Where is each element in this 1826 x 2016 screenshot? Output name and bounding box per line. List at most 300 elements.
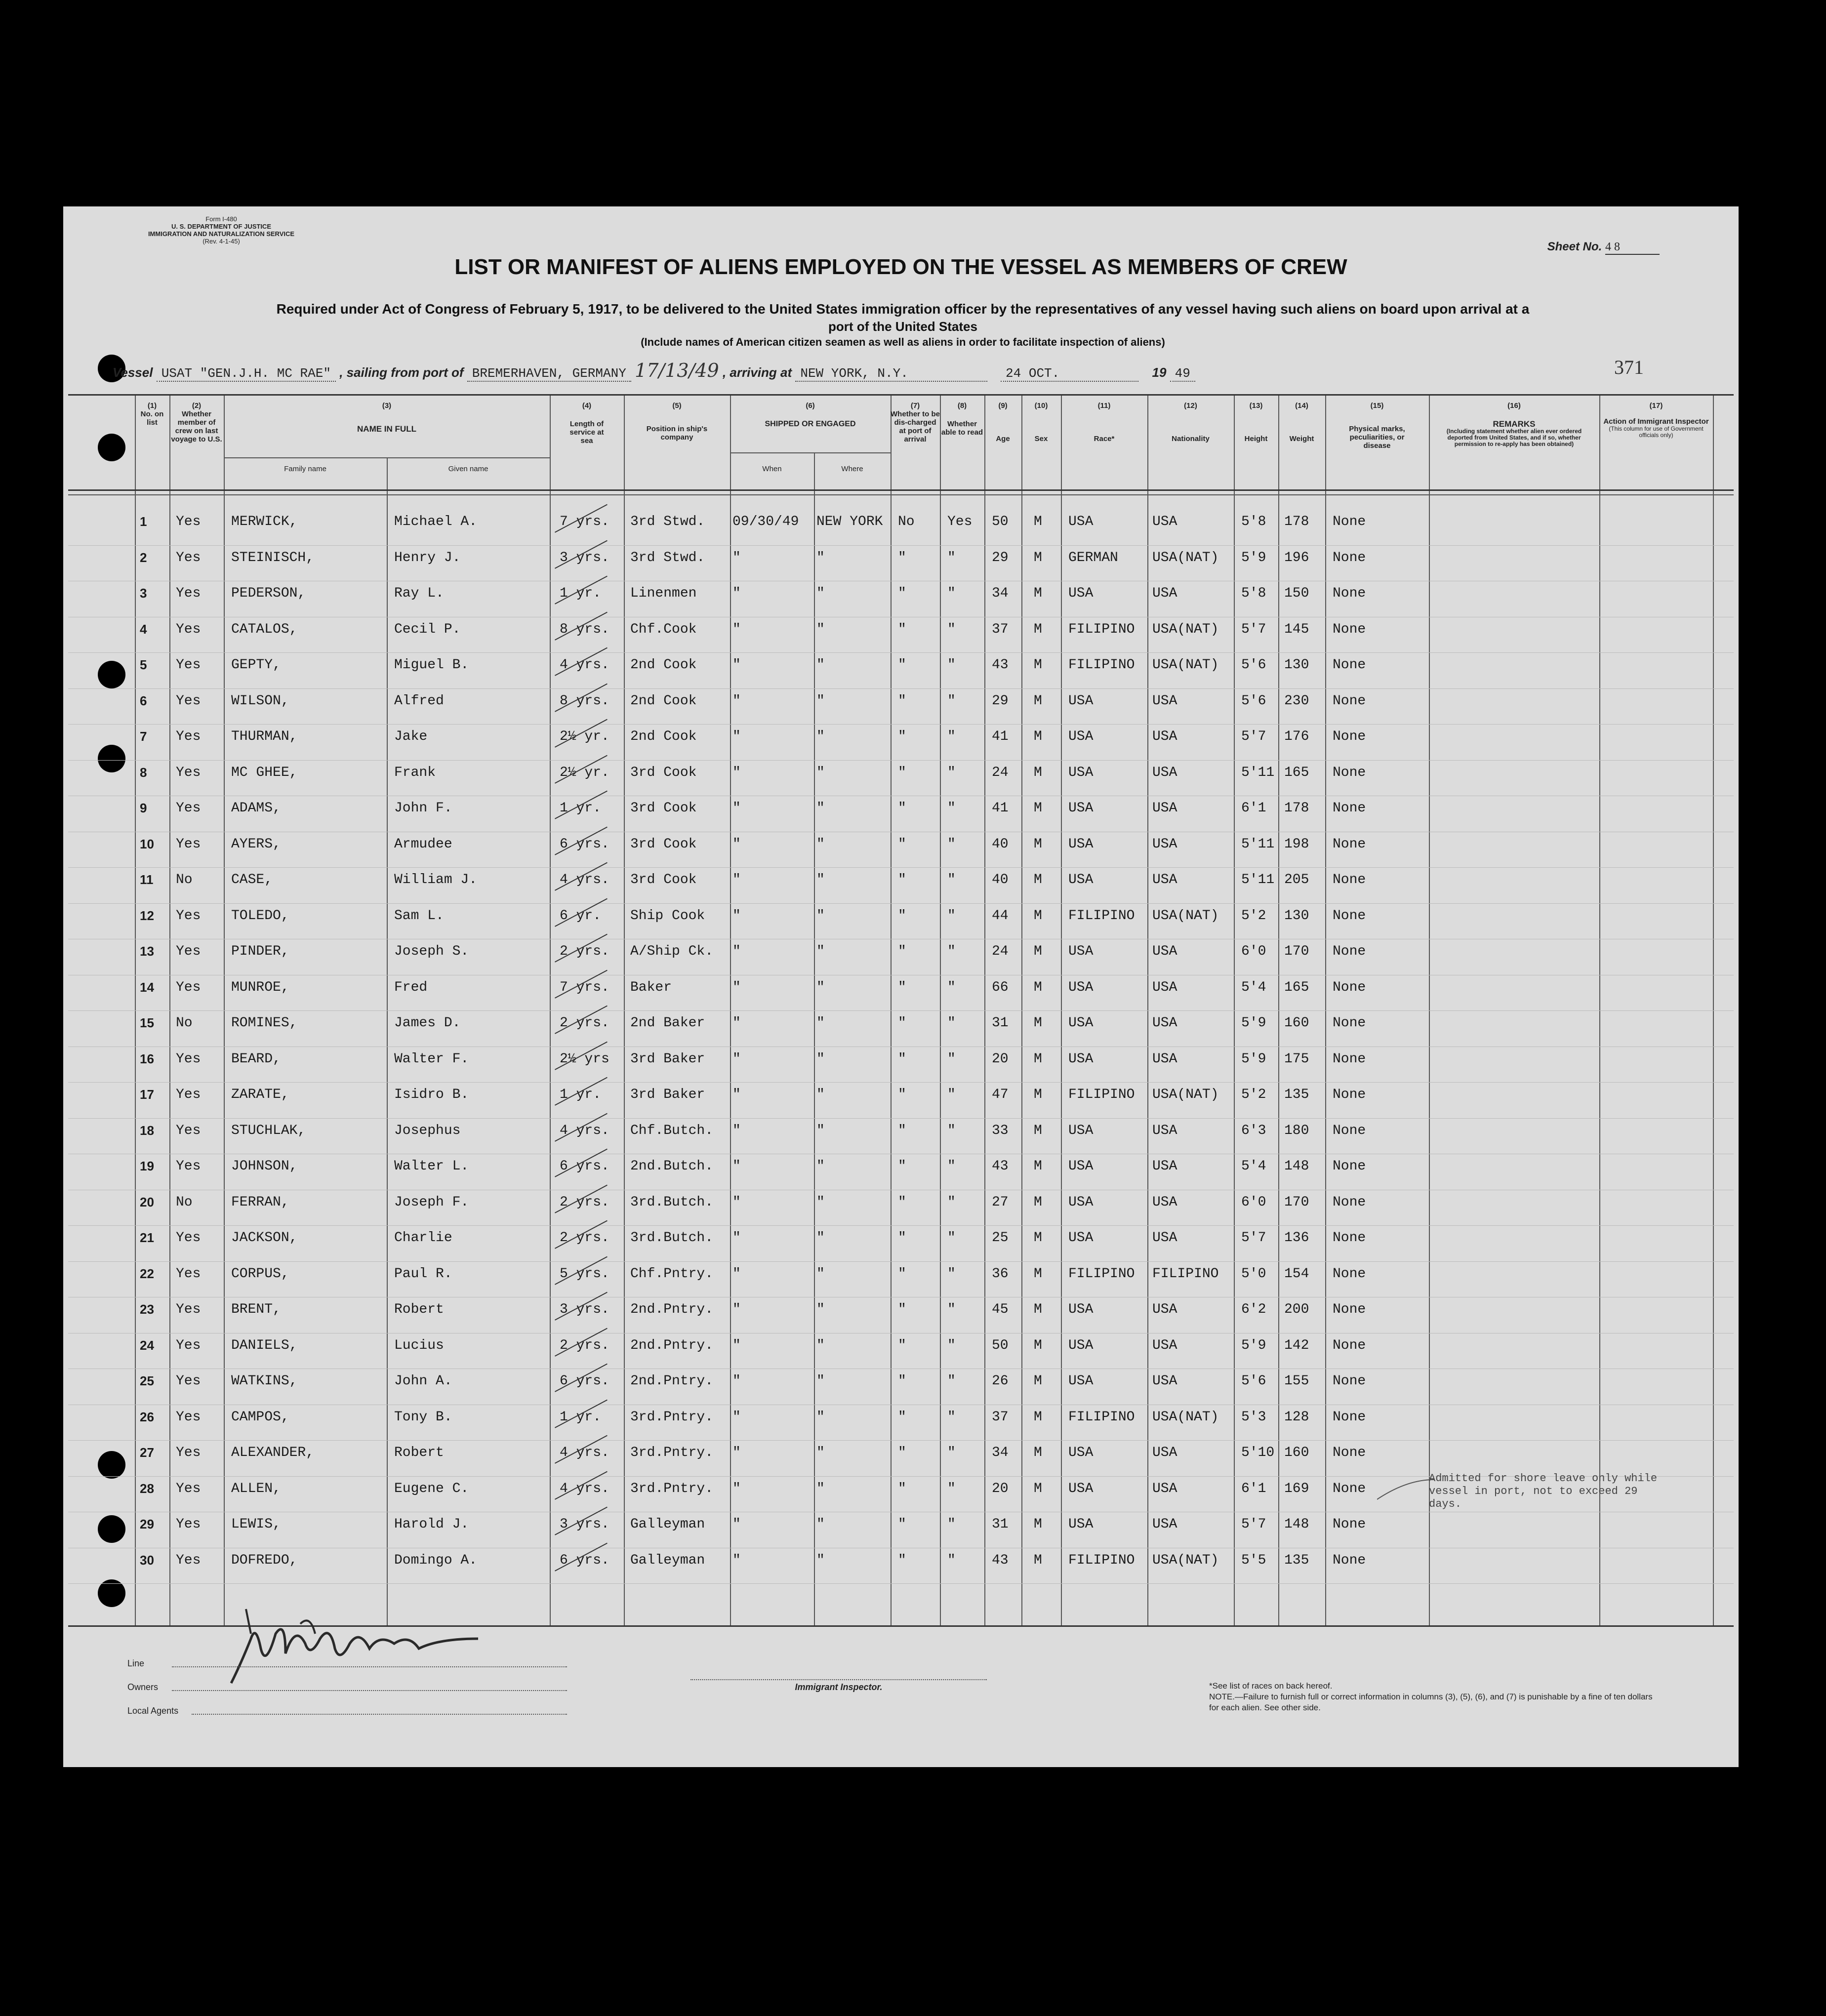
shipped-subrule	[730, 452, 891, 453]
able-to-read-cell: "	[947, 979, 956, 995]
manifest-sheet	[63, 206, 1739, 1767]
height-cell: 5'9	[1241, 550, 1266, 565]
position-cell: Chf.Butch.	[630, 1123, 714, 1138]
nationality-cell: USA	[1152, 944, 1177, 959]
shipped-where-cell: "	[816, 908, 825, 924]
position-cell: 3rd Baker	[630, 1051, 705, 1067]
family-name-cell: JOHNSON,	[231, 1159, 298, 1174]
races-note: *See list of races on back hereof.	[1209, 1681, 1333, 1691]
shipped-where-cell: "	[816, 1302, 825, 1317]
discharged-cell: "	[898, 1230, 906, 1246]
given-name-cell: Lucius	[394, 1337, 444, 1353]
col16-header: (16) REMARKS (Including statement whether alien ever ordered deported from United States, and if so, whether permission to re-apply has been obtained)	[1446, 402, 1582, 447]
height-cell: 6'0	[1241, 944, 1266, 959]
physical-marks-cell: None	[1333, 729, 1366, 744]
row-number-cell: 26	[140, 1409, 154, 1424]
given-name-cell: John A.	[394, 1373, 452, 1389]
crew-last-voyage-cell: Yes	[176, 1517, 201, 1532]
height-cell: 5'9	[1241, 1337, 1266, 1353]
owners-field	[172, 1690, 567, 1691]
weight-cell: 160	[1284, 1015, 1309, 1031]
row-number-cell: 24	[140, 1337, 154, 1353]
given-name-cell: Cecil P.	[394, 621, 461, 637]
discharged-cell: "	[898, 621, 906, 637]
position-cell: 3rd Cook	[630, 836, 697, 852]
physical-marks-cell: None	[1333, 1266, 1366, 1282]
age-cell: 47	[992, 1087, 1009, 1102]
shipped-when-cell: "	[732, 1266, 741, 1282]
family-name-cell: FERRAN,	[231, 1194, 289, 1210]
physical-marks-cell: None	[1333, 979, 1366, 995]
row-number-cell: 5	[140, 657, 147, 672]
arriving-label: , arriving at	[722, 365, 792, 380]
shipped-where-cell: "	[816, 657, 825, 673]
weight-cell: 178	[1284, 514, 1309, 529]
age-cell: 50	[992, 514, 1009, 529]
discharged-cell: "	[898, 1194, 906, 1210]
nationality-cell: USA	[1152, 1051, 1177, 1067]
shipped-where-cell: "	[816, 1266, 825, 1282]
weight-cell: 160	[1284, 1445, 1309, 1460]
given-name-cell: Tony B.	[394, 1409, 452, 1425]
age-cell: 24	[992, 944, 1009, 959]
discharged-cell: "	[898, 1015, 906, 1031]
sex-cell: M	[1034, 1337, 1042, 1353]
able-to-read-cell: "	[947, 1517, 956, 1532]
physical-marks-cell: None	[1333, 1302, 1366, 1317]
race-cell: USA	[1068, 1230, 1094, 1246]
nationality-cell: USA	[1152, 1194, 1177, 1210]
race-cell: FILIPINO	[1068, 657, 1135, 673]
age-cell: 31	[992, 1015, 1009, 1031]
nationality-cell: USA	[1152, 514, 1177, 529]
discharged-cell: "	[898, 1337, 906, 1353]
line-field	[172, 1666, 567, 1667]
given-name-cell: Isidro B.	[394, 1087, 469, 1102]
service-length-cell: 8 yrs.	[560, 693, 609, 709]
family-name-cell: PINDER,	[231, 944, 289, 959]
discharged-cell: "	[898, 1302, 906, 1317]
row-rule	[68, 688, 1734, 689]
position-cell: Ship Cook	[630, 908, 705, 924]
service-length-cell: 6 yrs.	[560, 1159, 609, 1174]
sex-cell: M	[1034, 729, 1042, 744]
service-length-cell: 2 yrs.	[560, 1337, 609, 1353]
sheet-number	[1547, 240, 1660, 255]
height-cell: 5'7	[1241, 729, 1266, 744]
discharged-cell: "	[898, 1087, 906, 1102]
race-cell: USA	[1068, 979, 1094, 995]
height-cell: 5'9	[1241, 1015, 1266, 1031]
remark-stamp: Admitted for shore leave only while vessel in port, not to exceed 29 days.	[1429, 1472, 1658, 1510]
shipped-when-cell: "	[732, 621, 741, 637]
able-to-read-cell: "	[947, 1409, 956, 1425]
shipped-when-cell: "	[732, 586, 741, 601]
height-cell: 5'6	[1241, 693, 1266, 709]
weight-cell: 176	[1284, 729, 1309, 744]
position-cell: 2nd.Pntry.	[630, 1302, 714, 1317]
row-number-cell: 19	[140, 1159, 154, 1173]
sheet-number-value: 4 8	[1605, 241, 1660, 255]
row-number-cell: 13	[140, 944, 154, 959]
position-cell: 2nd Cook	[630, 729, 697, 744]
weight-cell: 196	[1284, 550, 1309, 565]
given-name-cell: Josephus	[394, 1123, 461, 1138]
arrival-year: 49	[1170, 366, 1195, 382]
weight-cell: 169	[1284, 1481, 1309, 1496]
weight-cell: 178	[1284, 801, 1309, 816]
position-cell: 3rd.Butch.	[630, 1194, 714, 1210]
given-name-cell: Robert	[394, 1302, 444, 1317]
family-name-cell: MC GHEE,	[231, 765, 298, 780]
physical-marks-cell: None	[1333, 872, 1366, 887]
physical-marks-cell: None	[1333, 1159, 1366, 1174]
row-number-cell: 27	[140, 1445, 154, 1460]
sex-cell: M	[1034, 1051, 1042, 1067]
race-cell: USA	[1068, 801, 1094, 816]
sex-cell: M	[1034, 1159, 1042, 1174]
service-length-cell: 4 yrs.	[560, 872, 609, 887]
shipped-where-cell: "	[816, 586, 825, 601]
family-name-cell: WATKINS,	[231, 1373, 298, 1389]
position-cell: Galleyman	[630, 1552, 705, 1568]
discharged-cell: "	[898, 586, 906, 601]
row-rule	[68, 1225, 1734, 1226]
able-to-read-cell: "	[947, 693, 956, 709]
row-number-cell: 28	[140, 1481, 154, 1496]
family-name-cell: ALEXANDER,	[231, 1445, 315, 1460]
sex-cell: M	[1034, 621, 1042, 637]
service-length-cell: 2½ yr.	[560, 729, 609, 744]
crew-last-voyage-cell: Yes	[176, 801, 201, 816]
able-to-read-cell: Yes	[947, 514, 973, 529]
shipped-where-cell: "	[816, 979, 825, 995]
position-cell: 2nd.Pntry.	[630, 1373, 714, 1389]
position-cell: 2nd.Butch.	[630, 1159, 714, 1174]
age-cell: 37	[992, 1409, 1009, 1425]
shipped-when-cell: "	[732, 1051, 741, 1067]
shipped-when-cell: "	[732, 944, 741, 959]
family-name-cell: TOLEDO,	[231, 908, 289, 924]
shipped-where-cell: "	[816, 1552, 825, 1568]
able-to-read-cell: "	[947, 1194, 956, 1210]
row-number-cell: 20	[140, 1194, 154, 1210]
shipped-when-cell: 09/30/49	[732, 514, 799, 529]
nationality-cell: USA(NAT)	[1152, 1409, 1219, 1425]
race-cell: USA	[1068, 872, 1094, 887]
row-number-cell: 14	[140, 979, 154, 995]
service-length-cell: 6 yrs.	[560, 836, 609, 852]
nationality-cell: USA(NAT)	[1152, 657, 1219, 673]
col5-header: (5) Position in ship's company	[646, 402, 708, 442]
crew-last-voyage-cell: Yes	[176, 657, 201, 673]
position-cell: Linenmen	[630, 586, 697, 601]
discharged-cell: "	[898, 693, 906, 709]
race-cell: GERMAN	[1068, 550, 1118, 565]
row-number-cell: 18	[140, 1123, 154, 1138]
position-cell: 2nd Cook	[630, 693, 697, 709]
able-to-read-cell: "	[947, 1266, 956, 1282]
form-department: U. S. DEPARTMENT OF JUSTICE	[171, 223, 271, 230]
shipped-when-cell: "	[732, 1230, 741, 1246]
nationality-cell: USA	[1152, 1230, 1177, 1246]
shipped-when-cell: "	[732, 765, 741, 780]
race-cell: USA	[1068, 514, 1094, 529]
nationality-cell: USA	[1152, 586, 1177, 601]
service-length-cell: 2½ yr.	[560, 765, 609, 780]
race-cell: USA	[1068, 1481, 1094, 1496]
family-name-cell: DOFREDO,	[231, 1552, 298, 1568]
nationality-cell: USA	[1152, 1015, 1177, 1031]
service-length-cell: 5 yrs.	[560, 1266, 609, 1282]
age-cell: 36	[992, 1266, 1009, 1282]
local-agents-field	[192, 1714, 567, 1715]
physical-marks-cell: None	[1333, 693, 1366, 709]
family-name-cell: STEINISCH,	[231, 550, 315, 565]
col14-header: (14) Weight	[1289, 402, 1314, 443]
height-cell: 5'11	[1241, 765, 1275, 780]
weight-cell: 175	[1284, 1051, 1309, 1067]
given-name-cell: Jake	[394, 729, 428, 744]
race-cell: USA	[1068, 836, 1094, 852]
race-cell: USA	[1068, 729, 1094, 744]
nationality-cell: FILIPINO	[1152, 1266, 1219, 1282]
sex-cell: M	[1034, 1552, 1042, 1568]
weight-cell: 198	[1284, 836, 1309, 852]
row-number-cell: 22	[140, 1266, 154, 1281]
able-to-read-cell: "	[947, 1015, 956, 1031]
shipped-when-cell: "	[732, 1517, 741, 1532]
able-to-read-cell: "	[947, 1087, 956, 1102]
race-cell: USA	[1068, 1123, 1094, 1138]
sex-cell: M	[1034, 1373, 1042, 1389]
able-to-read-cell: "	[947, 621, 956, 637]
race-cell: FILIPINO	[1068, 621, 1135, 637]
position-cell: 3rd Baker	[630, 1087, 705, 1102]
physical-marks-cell: None	[1333, 944, 1366, 959]
shipped-where-cell: "	[816, 729, 825, 744]
sex-cell: M	[1034, 1087, 1042, 1102]
able-to-read-cell: "	[947, 729, 956, 744]
race-cell: USA	[1068, 1337, 1094, 1353]
crew-last-voyage-cell: No	[176, 1194, 193, 1210]
col3-header: (3) NAME IN FULL	[357, 402, 416, 434]
height-cell: 5'6	[1241, 1373, 1266, 1389]
discharged-cell: "	[898, 801, 906, 816]
shipped-when-cell: "	[732, 729, 741, 744]
age-cell: 25	[992, 1230, 1009, 1246]
row-number-cell: 15	[140, 1015, 154, 1030]
given-name-cell: Paul R.	[394, 1266, 452, 1282]
shipped-where-cell: "	[816, 1481, 825, 1496]
nationality-cell: USA	[1152, 1337, 1177, 1353]
family-name-cell: CORPUS,	[231, 1266, 289, 1282]
service-length-cell: 6 yrs.	[560, 1552, 609, 1568]
physical-marks-cell: None	[1333, 801, 1366, 816]
able-to-read-cell: "	[947, 1159, 956, 1174]
race-cell: USA	[1068, 1194, 1094, 1210]
age-cell: 34	[992, 1445, 1009, 1460]
discharged-cell: "	[898, 1552, 906, 1568]
form-header	[122, 215, 320, 245]
crew-table	[68, 394, 1734, 1627]
race-cell: USA	[1068, 693, 1094, 709]
physical-marks-cell: None	[1333, 765, 1366, 780]
weight-cell: 130	[1284, 657, 1309, 673]
col15-header: (15) Physical marks, peculiarities, or disease	[1349, 402, 1405, 450]
physical-marks-cell: None	[1333, 657, 1366, 673]
race-cell: FILIPINO	[1068, 908, 1135, 924]
nationality-cell: USA	[1152, 693, 1177, 709]
height-cell: 5'9	[1241, 1051, 1266, 1067]
race-cell: USA	[1068, 1373, 1094, 1389]
shipped-when-cell: "	[732, 1337, 741, 1353]
sex-cell: M	[1034, 1230, 1042, 1246]
nationality-cell: USA	[1152, 1517, 1177, 1532]
given-name-cell: Eugene C.	[394, 1481, 469, 1496]
physical-marks-cell: None	[1333, 1194, 1366, 1210]
position-cell: 2nd.Pntry.	[630, 1337, 714, 1353]
able-to-read-cell: "	[947, 1302, 956, 1317]
shipped-where-cell: "	[816, 1123, 825, 1138]
age-cell: 44	[992, 908, 1009, 924]
crew-last-voyage-cell: Yes	[176, 1230, 201, 1246]
row-rule	[68, 1261, 1734, 1262]
height-cell: 6'1	[1241, 801, 1266, 816]
service-length-cell: 1 yr.	[560, 1409, 602, 1425]
footer-note	[1209, 1681, 1654, 1713]
age-cell: 41	[992, 801, 1009, 816]
height-cell: 5'0	[1241, 1266, 1266, 1282]
position-cell: 3rd Stwd.	[630, 550, 705, 565]
shipped-when-cell: "	[732, 1445, 741, 1460]
crew-last-voyage-cell: Yes	[176, 586, 201, 601]
shipped-where-cell: "	[816, 1087, 825, 1102]
service-length-cell: 3 yrs.	[560, 1517, 609, 1532]
nationality-cell: USA(NAT)	[1152, 621, 1219, 637]
given-name-cell: Michael A.	[394, 514, 478, 529]
nationality-cell: USA	[1152, 1445, 1177, 1460]
able-to-read-cell: "	[947, 1337, 956, 1353]
shipped-when-cell: "	[732, 908, 741, 924]
family-name-cell: CAMPOS,	[231, 1409, 289, 1425]
height-cell: 5'11	[1241, 872, 1275, 887]
row-rule	[68, 1440, 1734, 1441]
given-name-cell: Charlie	[394, 1230, 452, 1246]
shipped-when-cell: "	[732, 836, 741, 852]
family-name-cell: CATALOS,	[231, 621, 298, 637]
row-rule	[68, 867, 1734, 868]
position-cell: 3rd Stwd.	[630, 514, 705, 529]
able-to-read-cell: "	[947, 1230, 956, 1246]
race-cell: FILIPINO	[1068, 1552, 1135, 1568]
given-name-cell: William J.	[394, 872, 478, 887]
age-cell: 43	[992, 1552, 1009, 1568]
col6-header: (6) SHIPPED OR ENGAGED	[765, 402, 856, 428]
col13-header: (13) Height	[1244, 402, 1268, 443]
crew-last-voyage-cell: Yes	[176, 1051, 201, 1067]
physical-marks-cell: None	[1333, 1015, 1366, 1031]
service-length-cell: 6 yrs.	[560, 1373, 609, 1389]
sex-cell: M	[1034, 514, 1042, 529]
row-number-cell: 30	[140, 1552, 154, 1568]
family-name-cell: MUNROE,	[231, 979, 289, 995]
sex-cell: M	[1034, 765, 1042, 780]
row-number-cell: 9	[140, 801, 147, 815]
handwritten-date: 17/13/49	[635, 360, 719, 381]
shipped-when-cell: "	[732, 1194, 741, 1210]
physical-marks-cell: None	[1333, 1481, 1366, 1496]
row-number-cell: 8	[140, 765, 147, 780]
page-title: LIST OR MANIFEST OF ALIENS EMPLOYED ON THE VESSEL AS MEMBERS OF CREW	[454, 255, 1347, 279]
age-cell: 43	[992, 657, 1009, 673]
nationality-cell: USA(NAT)	[1152, 550, 1219, 565]
discharged-cell: "	[898, 1373, 906, 1389]
row-number-cell: 7	[140, 729, 147, 744]
given-name-cell: Domingo A.	[394, 1552, 478, 1568]
family-name-cell: MERWICK,	[231, 514, 298, 529]
row-number-cell: 3	[140, 586, 147, 601]
physical-marks-cell: None	[1333, 621, 1366, 637]
family-name-cell: PEDERSON,	[231, 586, 306, 601]
height-cell: 6'0	[1241, 1194, 1266, 1210]
shipped-when-cell: "	[732, 657, 741, 673]
vessel-line	[113, 360, 1693, 379]
row-rule	[68, 1118, 1734, 1119]
service-length-cell: 4 yrs.	[560, 1445, 609, 1460]
able-to-read-cell: "	[947, 1445, 956, 1460]
crew-last-voyage-cell: Yes	[176, 1552, 201, 1568]
race-cell: USA	[1068, 1015, 1094, 1031]
age-cell: 33	[992, 1123, 1009, 1138]
crew-last-voyage-cell: Yes	[176, 1123, 201, 1138]
able-to-read-cell: "	[947, 1123, 956, 1138]
service-length-cell: 2 yrs.	[560, 1015, 609, 1031]
race-cell: USA	[1068, 1302, 1094, 1317]
shipped-when-cell: "	[732, 979, 741, 995]
physical-marks-cell: None	[1333, 1087, 1366, 1102]
row-rule	[68, 724, 1734, 725]
height-cell: 5'7	[1241, 1230, 1266, 1246]
given-name-cell: James D.	[394, 1015, 461, 1031]
shipped-when-cell: "	[732, 1302, 741, 1317]
shipped-where-cell: "	[816, 1159, 825, 1174]
row-number-cell: 25	[140, 1373, 154, 1388]
weight-cell: 205	[1284, 872, 1309, 887]
page-number: 371	[1614, 356, 1644, 378]
sex-cell: M	[1034, 872, 1042, 887]
nationality-cell: USA	[1152, 729, 1177, 744]
given-name-cell: Walter L.	[394, 1159, 469, 1174]
weight-cell: 170	[1284, 1194, 1309, 1210]
position-cell: 3rd.Pntry.	[630, 1409, 714, 1425]
able-to-read-cell: "	[947, 586, 956, 601]
position-cell: 3rd.Pntry.	[630, 1445, 714, 1460]
discharged-cell: "	[898, 872, 906, 887]
height-cell: 5'6	[1241, 657, 1266, 673]
crew-last-voyage-cell: Yes	[176, 693, 201, 709]
weight-cell: 128	[1284, 1409, 1309, 1425]
race-cell: FILIPINO	[1068, 1266, 1135, 1282]
crew-last-voyage-cell: Yes	[176, 908, 201, 924]
shipped-when-cell: "	[732, 801, 741, 816]
col4-header: (4) Length of service at sea	[569, 402, 604, 445]
discharged-cell: "	[898, 1051, 906, 1067]
crew-last-voyage-cell: Yes	[176, 1481, 201, 1496]
row-number-cell: 16	[140, 1051, 154, 1066]
form-revision: (Rev. 4-1-45)	[203, 238, 240, 245]
race-cell: USA	[1068, 944, 1094, 959]
